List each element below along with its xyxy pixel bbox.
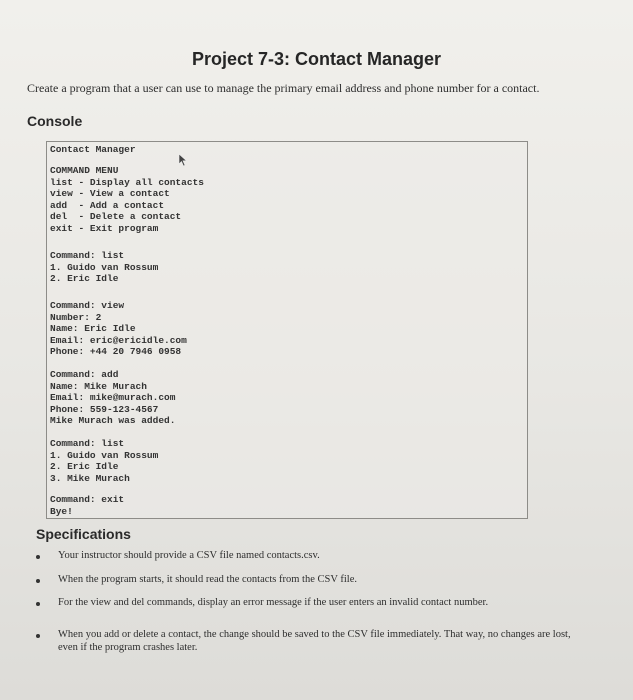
console-line: 2. Eric Idle	[50, 461, 119, 472]
bullet-icon	[36, 602, 40, 606]
spec-text: Your instructor should provide a CSV file named contacts.csv.	[58, 550, 320, 561]
mouse-pointer-icon	[178, 153, 188, 167]
console-line: 2. Eric Idle	[50, 273, 119, 284]
console-line: add - Add a contact	[50, 199, 165, 211]
console-line: Command: exit	[50, 494, 125, 505]
bullet-icon	[36, 579, 40, 583]
spec-text: When the program starts, it should read the contacts from the CSV file.	[58, 574, 357, 585]
console-line: COMMAND MENU	[50, 165, 119, 176]
console-line: Command: list	[50, 250, 125, 261]
console-line: Phone: 559-123-4567	[50, 403, 159, 415]
console-line: 1. Guido van Rossum	[50, 261, 159, 273]
console-line: 1. Guido van Rossum	[50, 449, 159, 461]
console-line: del - Delete a contact	[50, 211, 182, 222]
spec-text: For the view and del commands, display an error message if the user enters an invalid contact number.	[58, 597, 489, 608]
spec-text: When you add or delete a contact, the change should be saved to the CSV file immediately. That way, no changes are lost, even if the program crashes later.	[58, 629, 571, 653]
console-line: Email: eric@ericidle.com	[50, 334, 187, 346]
console-line: Command: list	[50, 438, 125, 449]
page-title: Project 7-3: Contact Manager	[191, 49, 442, 69]
console-line: 3. Mike Murach	[50, 472, 130, 484]
specifications-heading: Specifications	[36, 526, 131, 542]
console-heading: Console	[27, 113, 83, 129]
console-line: Phone: +44 20 7946 0958	[50, 346, 182, 357]
intro-paragraph: Create a program that a user can use to manage the primary email address and phone number for a contact.	[27, 81, 540, 95]
console-line: Name: Eric Idle	[50, 323, 136, 334]
console-line: view - View a contact	[50, 188, 170, 199]
console-line: list - Display all contacts	[50, 176, 204, 188]
console-line: Bye!	[50, 505, 73, 517]
console-output-box	[46, 141, 528, 519]
console-line: Email: mike@murach.com	[50, 392, 176, 403]
bullet-icon	[36, 555, 40, 559]
console-line: Mike Murach was added.	[50, 415, 176, 426]
console-line: Command: view	[50, 300, 125, 311]
console-line: Contact Manager	[50, 144, 136, 155]
bullet-icon	[36, 634, 40, 638]
console-line: Name: Mike Murach	[50, 380, 147, 392]
console-line: exit - Exit program	[50, 222, 159, 234]
console-line: Number: 2	[50, 311, 102, 323]
console-line: Command: add	[50, 369, 119, 380]
